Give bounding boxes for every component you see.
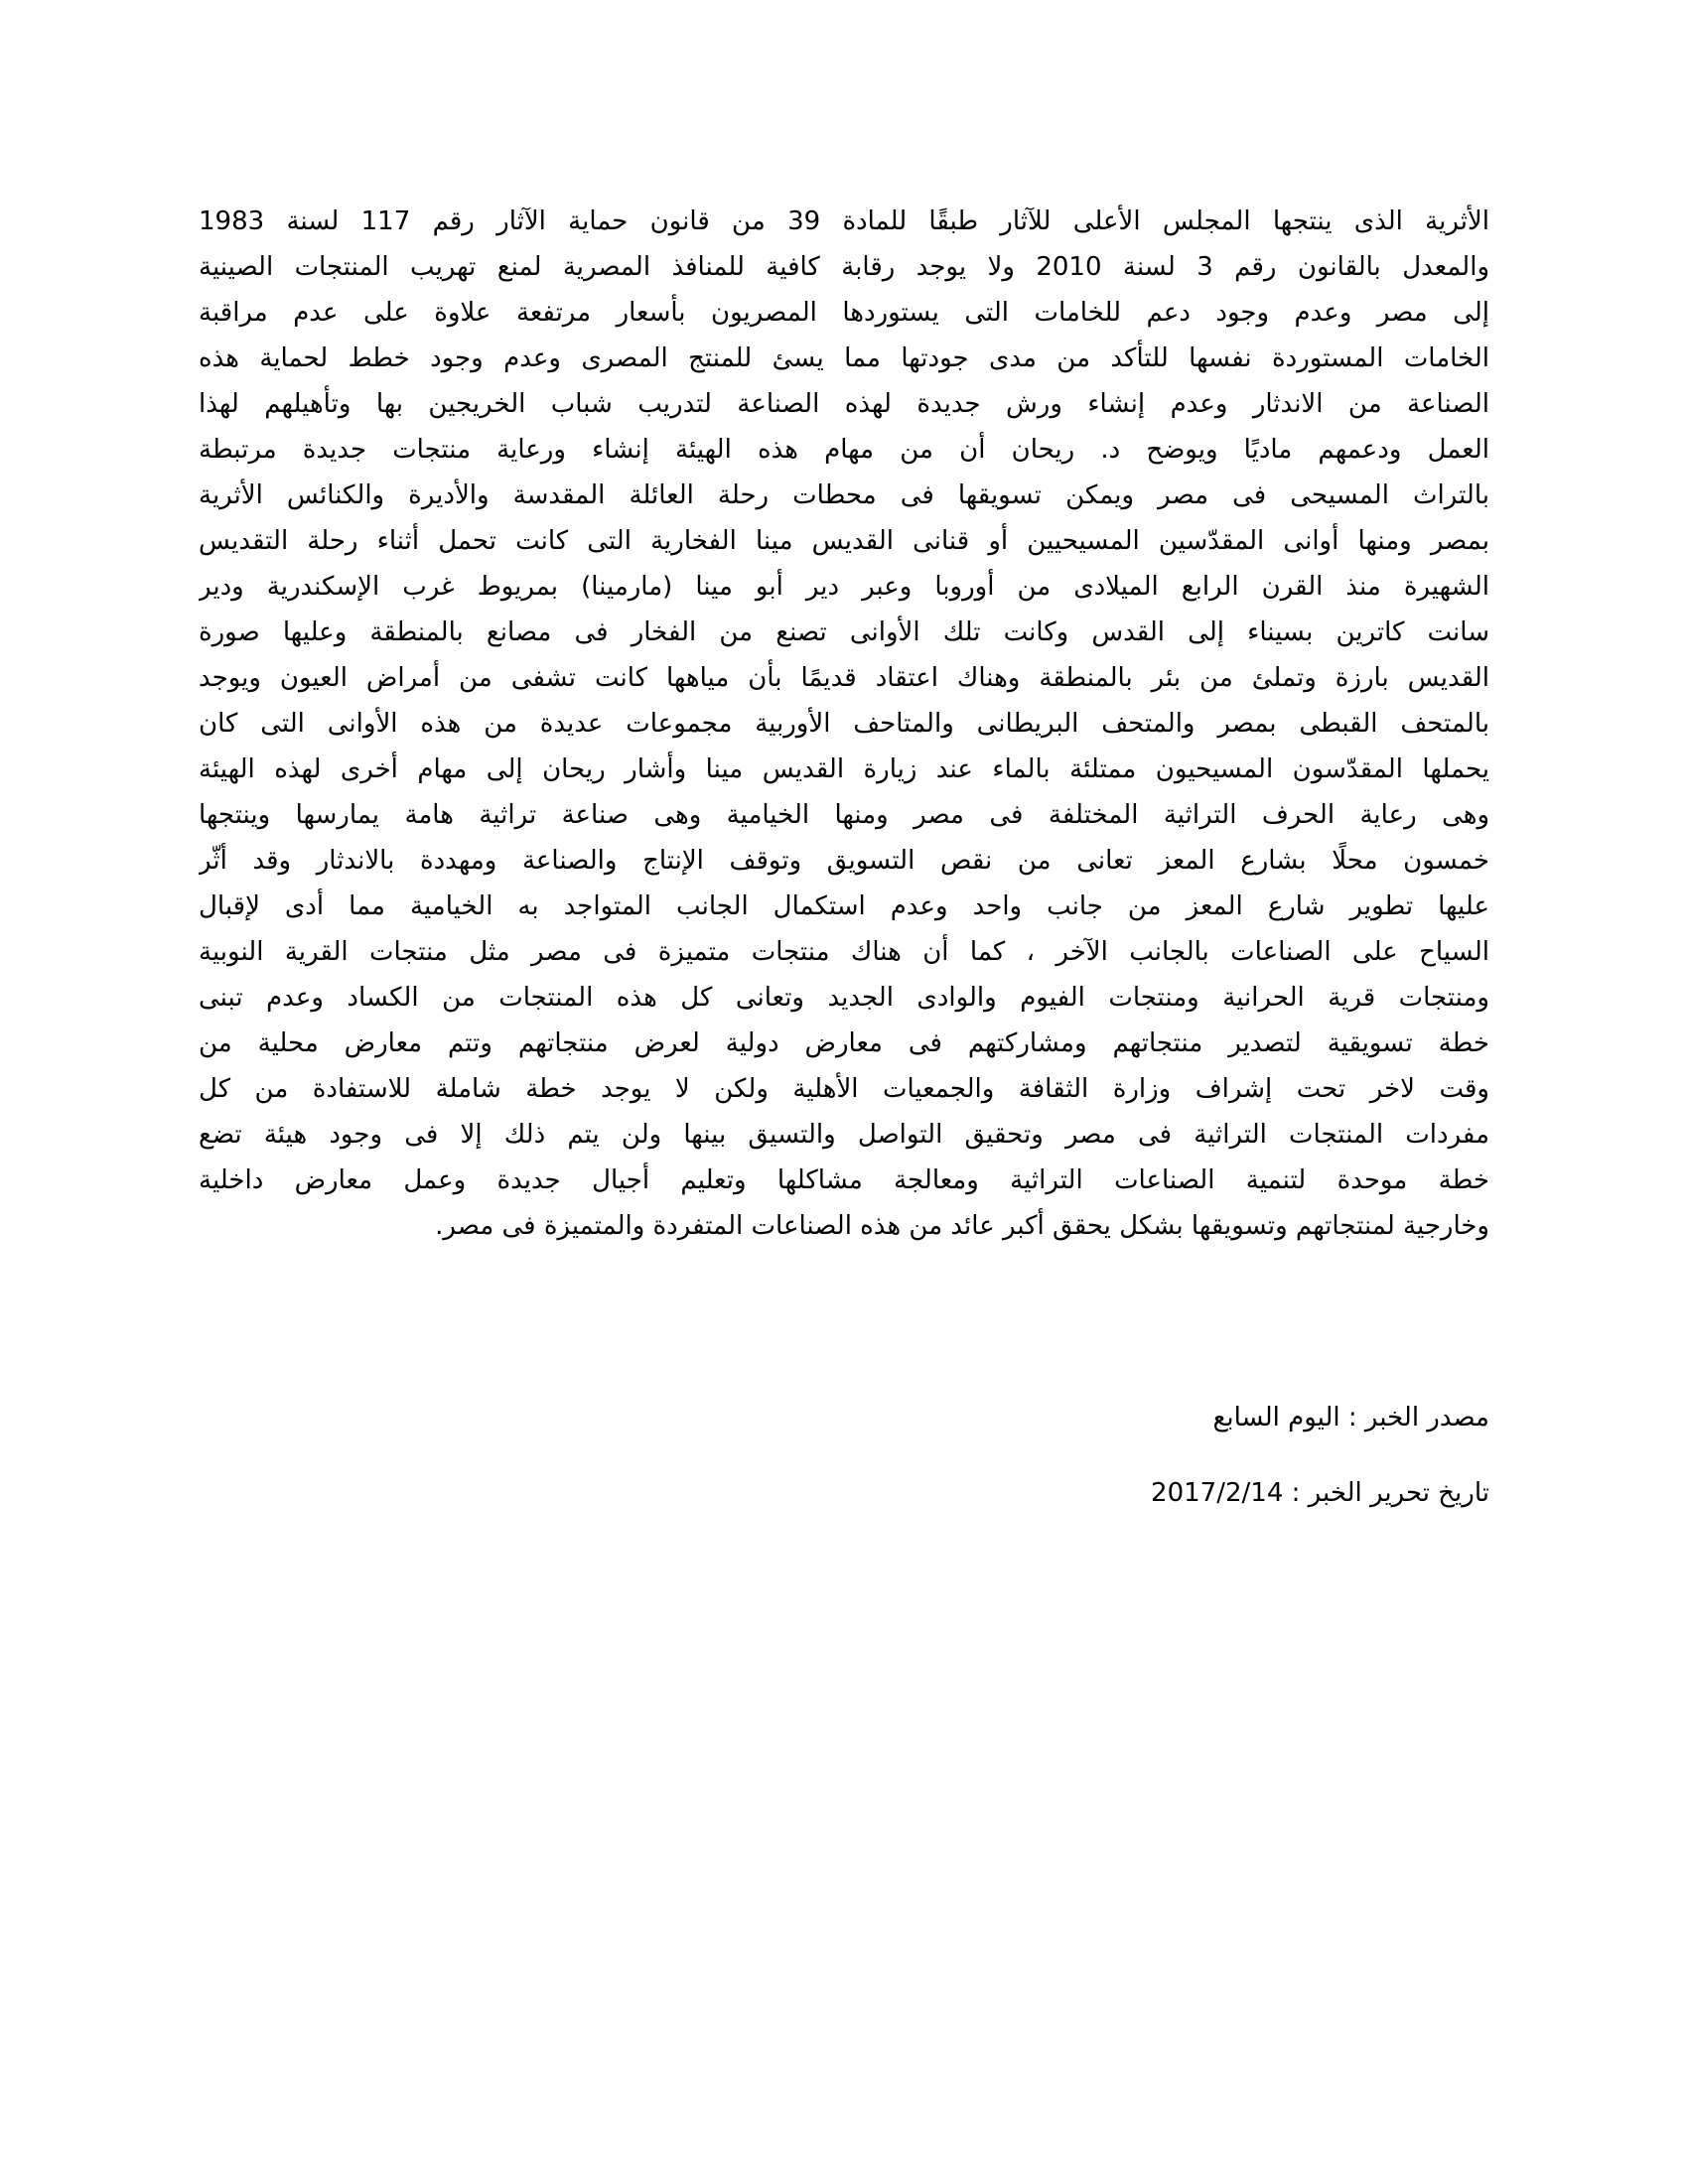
article-line: سانت كاترين بسيناء إلى القدس وكانت تلك الأوانى تصنع من الفخار فى مصانع بالمنطقة وعليها صورة <box>199 617 1489 647</box>
article-line: وقت لاخر تحت إشراف وزارة الثقافة والجمعيات الأهلية ولكن لا يوجد خطة شاملة للاستفادة من كل <box>199 1074 1489 1104</box>
article-line: بالمتحف القبطى بمصر والمتحف البريطانى والمتاحف الأوربية مجموعات عديدة من هذه الأوانى التى كان <box>199 709 1489 739</box>
article-line: يحملها المقدّسون المسيحيون ممتلئة بالماء عند زيارة القديس مينا وأشار ريحان إلى مهام أخرى لهذه الهيئة <box>199 754 1489 784</box>
article-line: وهى رعاية الحرف التراثية المختلفة فى مصر ومنها الخيامية وهى صناعة تراثية هامة يمارسها وينتجها <box>199 800 1489 830</box>
article-line: خطة موحدة لتنمية الصناعات التراثية ومعالجة مشاكلها وتعليم أجيال جديدة وعمل معارض داخلية <box>199 1165 1489 1195</box>
article-line: العمل ودعمهم ماديًا ويوضح د. ريحان أن من مهام هذه الهيئة إنشاء ورعاية منتجات جديدة مرتبطة <box>199 435 1489 465</box>
article-line: والمعدل بالقانون رقم 3 لسنة 2010 ولا يوجد رقابة كافية للمنافذ المصرية لمنع تهريب المنتجات الصينية <box>199 252 1489 282</box>
article-body <box>199 199 1489 1249</box>
article-line: الصناعة من الاندثار وعدم إنشاء ورش جديدة لهذه الصناعة لتدريب شباب الخريجين بها وتأهيلهم لهذا <box>199 389 1489 419</box>
news-date: تاريخ تحرير الخبر : 2017/2/14 <box>1151 1478 1489 1508</box>
article-line: إلى مصر وعدم وجود دعم للخامات التى يستوردها المصريون بأسعار مرتفعة علاوة على عدم مراقبة <box>199 298 1489 328</box>
article-line: الأثرية الذى ينتجها المجلس الأعلى للآثار طبقًا للمادة 39 من قانون حماية الآثار رقم 117 لسنة 1983 <box>199 206 1489 236</box>
article-line: الخامات المستوردة نفسها للتأكد من مدى جودتها مما يسئ للمنتج المصرى وعدم وجود خطط لحماية هذه <box>199 343 1489 373</box>
article-line: السياح على الصناعات بالجانب الآخر ، كما أن هناك منتجات متميزة فى مصر مثل منتجات القرية النوبية <box>199 937 1489 967</box>
article-line: ومنتجات قرية الحرانية ومنتجات الفيوم والوادى الجديد وتعانى كل هذه المنتجات من الكساد وعدم تبنى <box>199 983 1489 1013</box>
article-line: القديس بارزة وتملئ من بئر بالمنطقة وهناك اعتقاد قديمًا بأن مياهها كانت تشفى من أمراض العيون ويوجد <box>199 663 1489 693</box>
article-line: عليها تطوير شارع المعز من جانب واحد وعدم استكمال الجانب المتواجد به الخيامية مما أدى لإقبال <box>199 891 1489 921</box>
article-line: وخارجية لمنتجاتهم وتسويقها بشكل يحقق أكبر عائد من هذه الصناعات المتفردة والمتميزة فى مصر. <box>435 1211 1489 1241</box>
article-line: مفردات المنتجات التراثية فى مصر وتحقيق التواصل والتسيق بينها ولن يتم ذلك إلا فى وجود هيئة تضع <box>199 1120 1489 1150</box>
news-source: مصدر الخبر : اليوم السابع <box>1212 1403 1489 1433</box>
article-line: بالتراث المسيحى فى مصر ويمكن تسويقها فى محطات رحلة العائلة المقدسة والأديرة والكنائس الأثرية <box>199 480 1489 510</box>
article-line: الشهيرة منذ القرن الرابع الميلادى من أوروبا وعبر دير أبو مينا (مارمينا) بمريوط غرب الإسكندرية ودير <box>199 572 1489 602</box>
article-line: بمصر ومنها أوانى المقدّسين المسيحيين أو قنانى القديس مينا الفخارية التى كانت تحمل أثناء رحلة التقديس <box>199 526 1489 556</box>
article-line: خمسون محلًا بشارع المعز تعانى من نقص التسويق وتوقف الإنتاج والصناعة ومهددة بالاندثار وقد أثّر <box>199 846 1489 876</box>
article-line: خطة تسويقية لتصدير منتجاتهم ومشاركتهم فى معارض دولية لعرض منتجاتهم وتتم معارض محلية من <box>199 1028 1489 1058</box>
